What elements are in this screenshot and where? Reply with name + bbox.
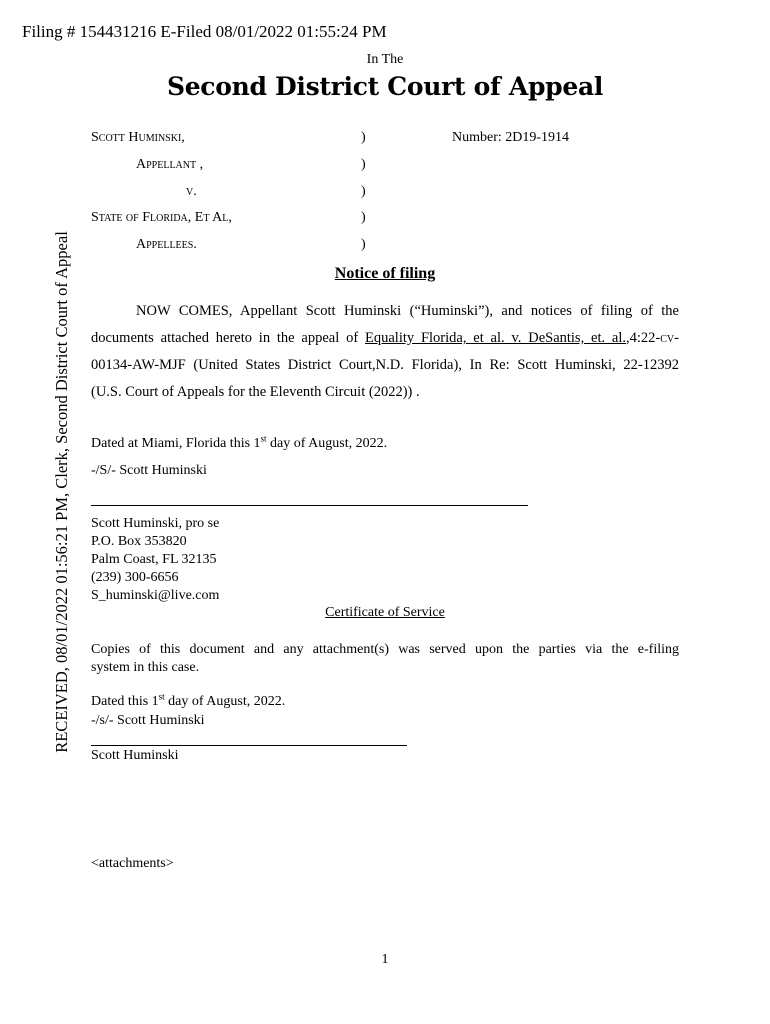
address-city: Palm Coast, FL 32135: [91, 552, 217, 567]
certificate-line-2: system in this case.: [91, 660, 200, 675]
court-name: Second District Court of Appeal: [166, 72, 604, 101]
certificate-dated-text: Dated this 1: [91, 694, 159, 709]
caption-paren: ): [361, 184, 366, 199]
address-name: Scott Huminski, pro se: [91, 516, 220, 531]
party-appellee-name: State of Florida, Et Al,: [91, 210, 232, 225]
address-phone: (239) 300-6656: [91, 570, 179, 585]
notice-line-2-text: documents attached hereto in the appeal of: [91, 330, 365, 346]
caption-paren: ): [361, 210, 366, 225]
certificate-dated: [91, 691, 286, 710]
notice-line-3: 00134-AW-MJF (United States District Court,N.D. Florida), In Re: Scott Huminski, 22-12392: [91, 357, 679, 373]
caption-paren: ): [361, 157, 366, 172]
notice-line-4: (U.S. Court of Appeals for the Eleventh Circuit (2022)) .: [91, 384, 420, 400]
dated-ordinal: st: [260, 433, 267, 444]
party-appellant-name: Scott Huminski,: [91, 130, 185, 145]
notice-line-2-end: -: [674, 330, 679, 346]
signature-line: -/S/- Scott Huminski: [91, 463, 207, 478]
notice-line-2-cv: cv: [660, 330, 675, 346]
dated-line: [91, 433, 388, 452]
notice-title: Notice of filing: [334, 265, 436, 282]
certificate-name: Scott Huminski: [91, 748, 179, 763]
versus-label: v.: [186, 184, 197, 199]
certificate-dated-rest: day of August, 2022.: [164, 694, 286, 709]
dated-rest: day of August, 2022.: [266, 436, 388, 451]
attachments-placeholder: <attachments>: [91, 856, 174, 871]
certificate-line-1: Copies of this document and any attachment(s) was served upon the parties via the e-filing: [91, 642, 679, 657]
notice-line-2-suffix: ,4:22-: [626, 330, 661, 346]
address-po-box: P.O. Box 353820: [91, 534, 187, 549]
court-prefix: In The: [366, 52, 404, 67]
party-appellee-role: Appellees.: [136, 237, 197, 252]
signature-rule: [91, 505, 528, 506]
filing-header: Filing # 154431216 E-Filed 08/01/2022 01:55:24 PM: [22, 22, 387, 41]
received-stamp: RECEIVED, 08/01/2022 01:56:21 PM, Clerk, Second District Court of Appeal: [52, 231, 71, 753]
page-number: 1: [381, 952, 389, 967]
dated-text: Dated at Miami, Florida this 1: [91, 436, 261, 451]
address-email: S_huminski@live.com: [91, 588, 220, 603]
certificate-rule: [91, 745, 407, 746]
certificate-dated-ordinal: st: [158, 691, 165, 702]
party-appellant-role: Appellant ,: [136, 157, 204, 172]
notice-line-1: NOW COMES, Appellant Scott Huminski (“Huminski”), and notices of filing of the: [136, 303, 679, 319]
case-number: Number: 2D19-1914: [452, 130, 570, 145]
caption-paren: ): [361, 237, 366, 252]
caption-paren: ): [361, 130, 366, 145]
certificate-title: Certificate of Service: [325, 605, 445, 620]
case-citation-link: Equality Florida, et al. v. DeSantis, et. al.: [365, 330, 627, 346]
certificate-signature: -/s/- Scott Huminski: [91, 713, 205, 728]
notice-line-2: [91, 330, 679, 347]
